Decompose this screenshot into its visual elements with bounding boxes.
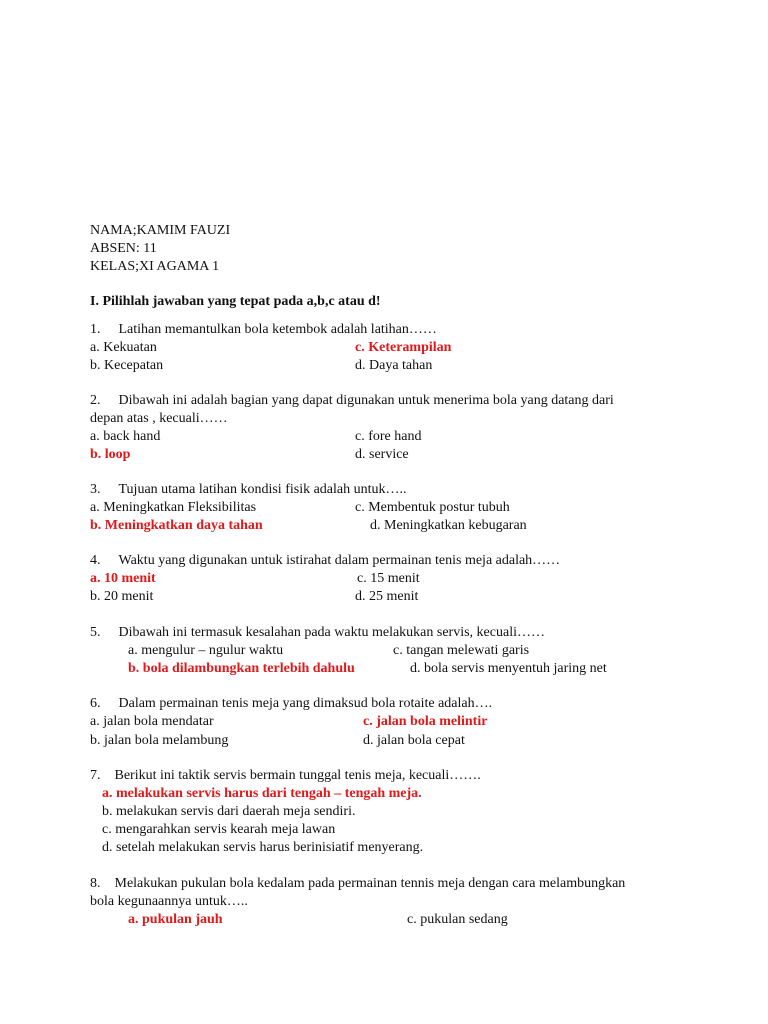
option-3a: a. Meningkatkan Fleksibilitas [90, 500, 257, 515]
instruction: I. Pilihlah jawaban yang tepat pada a,b,c atau d! [90, 294, 381, 309]
question-number: 8. [90, 876, 101, 891]
question-5 [90, 624, 545, 642]
option-6b: b. jalan bola melambung [90, 733, 229, 748]
question-number: 7. [90, 768, 101, 783]
question-3 [90, 481, 407, 499]
question-text: Dalam permainan tenis meja yang dimaksud bola rotaite adalah…. [118, 696, 493, 711]
option-5d: d. bola servis menyentuh jaring net [410, 661, 607, 676]
student-name: NAMA;KAMIM FAUZI [90, 223, 231, 238]
question-2-cont: depan atas , kecuali…… [90, 411, 228, 426]
question-number: 4. [90, 553, 101, 568]
question-7 [90, 767, 481, 785]
question-6 [90, 695, 492, 713]
question-text: Berikut ini taktik servis bermain tunggal tenis meja, kecuali……. [114, 768, 481, 783]
option-3b-answer: b. Meningkatkan daya tahan [90, 518, 263, 533]
option-6a: a. jalan bola mendatar [90, 714, 214, 729]
question-text: Dibawah ini termasuk kesalahan pada waktu melakukan servis, kecuali…… [118, 625, 545, 640]
question-number: 3. [90, 482, 101, 497]
option-2b-answer: b. loop [90, 447, 131, 462]
question-4 [90, 552, 560, 570]
question-number: 1. [90, 322, 101, 337]
option-7a-answer: a. melakukan servis harus dari tengah – tengah meja. [102, 786, 422, 801]
option-6c-answer: c. jalan bola melintir [363, 714, 488, 729]
student-absen: ABSEN: 11 [90, 241, 157, 256]
option-6d: d. jalan bola cepat [363, 733, 465, 748]
question-text: Latihan memantulkan bola ketembok adalah latihan…… [118, 322, 437, 337]
question-text: Waktu yang digunakan untuk istirahat dalam permainan tenis meja adalah…… [118, 553, 561, 568]
option-8c: c. pukulan sedang [407, 912, 508, 927]
option-4b: b. 20 menit [90, 589, 154, 604]
question-8 [90, 875, 625, 893]
option-4d: d. 25 menit [355, 589, 419, 604]
question-number: 6. [90, 696, 101, 711]
question-text: Dibawah ini adalah bagian yang dapat digunakan untuk menerima bola yang datang dari [118, 393, 614, 408]
question-number: 2. [90, 393, 101, 408]
option-4a-answer: a. 10 menit [90, 571, 156, 586]
option-8a-answer: a. pukulan jauh [128, 912, 223, 927]
option-3c: c. Membentuk postur tubuh [355, 500, 510, 515]
question-text: Tujuan utama latihan kondisi fisik adalah untuk….. [118, 482, 407, 497]
option-5a: a. mengulur – ngulur waktu [128, 643, 284, 658]
option-1c-answer: c. Keterampilan [355, 340, 452, 355]
option-2c: c. fore hand [355, 429, 422, 444]
question-text: Melakukan pukulan bola kedalam pada permainan tennis meja dengan cara melambungkan [114, 876, 626, 891]
option-5c: c. tangan melewati garis [393, 643, 530, 658]
option-7d: d. setelah melakukan servis harus berinisiatif menyerang. [102, 840, 424, 855]
question-2 [90, 392, 614, 410]
option-4c: c. 15 menit [357, 571, 420, 586]
student-class: KELAS;XI AGAMA 1 [90, 259, 220, 274]
option-1a: a. Kekuatan [90, 340, 157, 355]
option-2d: d. service [355, 447, 409, 462]
option-5b-answer: b. bola dilambungkan terlebih dahulu [128, 661, 355, 676]
option-2a: a. back hand [90, 429, 161, 444]
option-7c: c. mengarahkan servis kearah meja lawan [102, 822, 336, 837]
option-3d: d. Meningkatkan kebugaran [370, 518, 527, 533]
question-number: 5. [90, 625, 101, 640]
question-1 [90, 321, 437, 339]
option-1b: b. Kecepatan [90, 358, 164, 373]
question-8-cont: bola kegunaannya untuk….. [90, 894, 248, 909]
option-7b: b. melakukan servis dari daerah meja sendiri. [102, 804, 356, 819]
option-1d: d. Daya tahan [355, 358, 433, 373]
